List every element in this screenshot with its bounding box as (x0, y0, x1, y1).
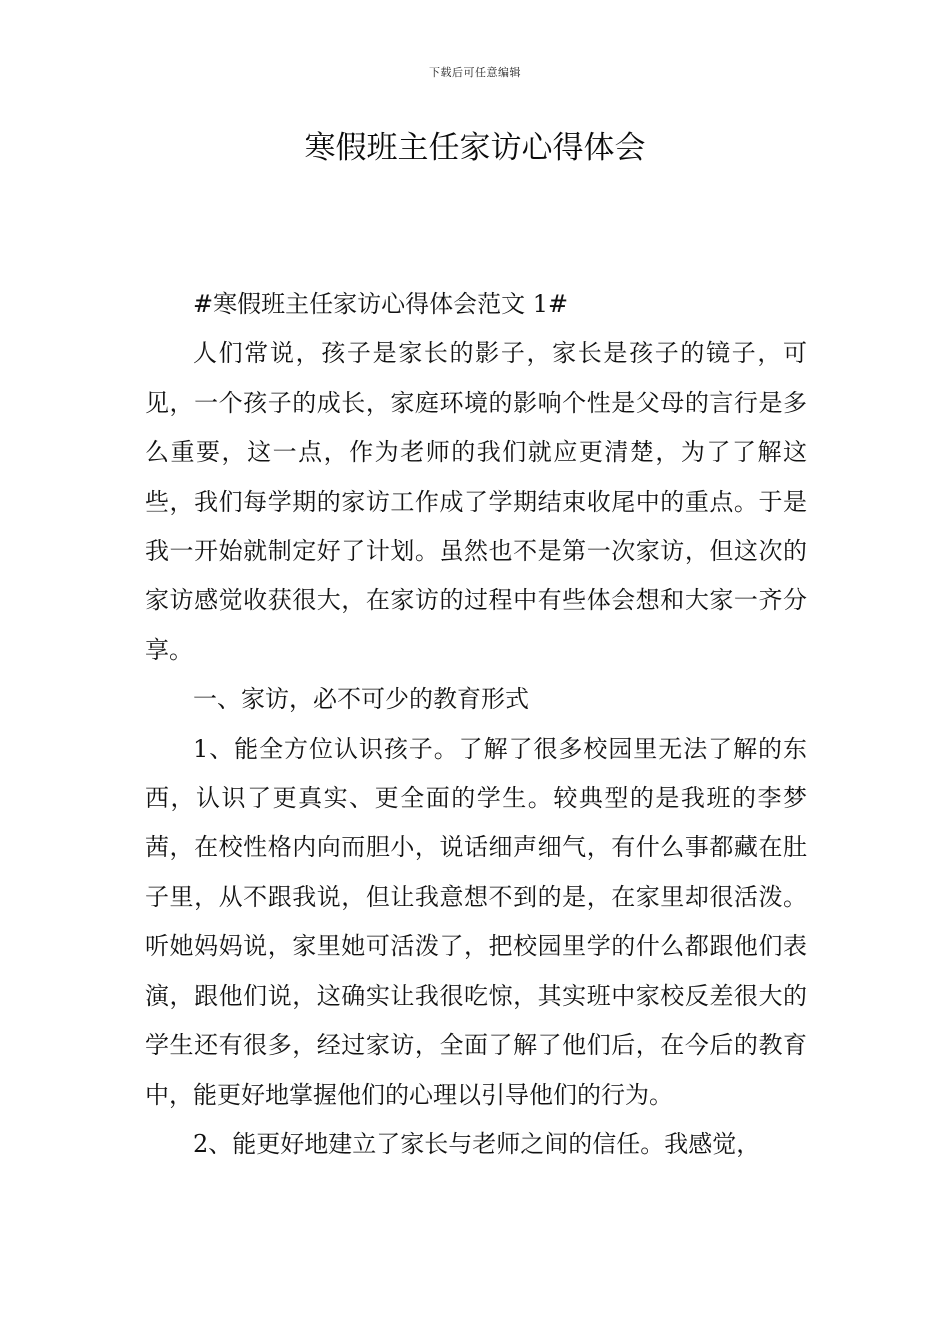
document-title: 寒假班主任家访心得体会 (304, 130, 646, 166)
document-body (145, 280, 807, 1169)
paragraph-point-2: 2、能更好地建立了家长与老师之间的信任。我感觉， (193, 1129, 761, 1158)
header-note: 下载后可任意编辑 (429, 66, 521, 79)
paragraph-intro: 人们常说，孩子是家长的影子，家长是孩子的镜子，可见，一个孩子的成长，家庭环境的影响个性是父母的言行是多么重要，这一点，作为老师的我们就应更清楚，为了了解这些，我们每学期的家访工作成了学期结束收尾中的重点。于是我一开始就制定好了计划。虽然也不是第一次家访，但这次的家访感觉收获很大，在家访的过程中有些体会想和大家一齐分享。 (145, 339, 807, 664)
paragraph-point-1: 1、能全方位认识孩子。了解了很多校园里无法了解的东西，认识了更真实、更全面的学生。较典型的是我班的李梦茜，在校性格内向而胆小，说话细声细气，有什么事都藏在肚子里，从不跟我说，但让我意想不到的是，在家里却很活泼。听她妈妈说，家里她可活泼了，把校园里学的什么都跟他们表演，跟他们说，这确实让我很吃惊，其实班中家校反差很大的学生还有很多，经过家访，全面了解了他们后，在今后的教育中，能更好地掌握他们的心理以引导他们的行为。 (145, 734, 807, 1109)
subheading: 一、家访，必不可少的教育形式 (193, 685, 529, 714)
section-heading: #寒假班主任家访心得体会范文 1# (193, 290, 569, 318)
